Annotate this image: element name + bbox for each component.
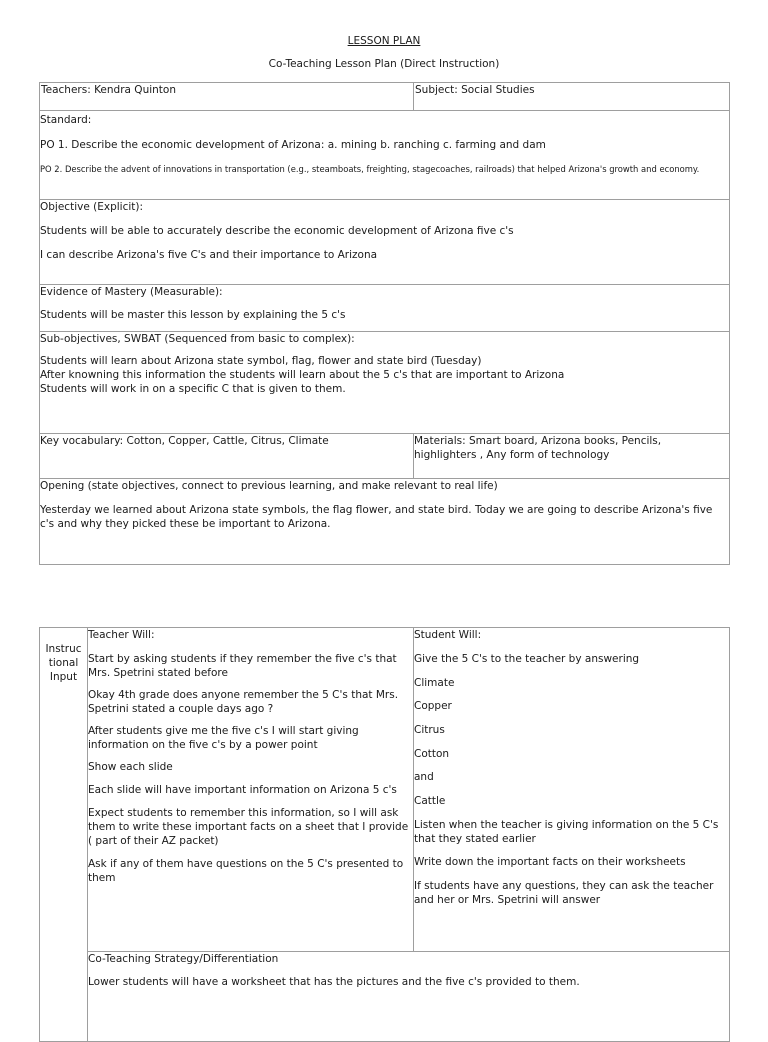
teacher-item: After students give me the five c's I will start giving information on the five c's by a power point <box>88 725 359 751</box>
subject-cell <box>414 83 730 111</box>
lesson-plan-table <box>39 82 730 565</box>
student-item: Climate <box>414 677 455 689</box>
teacher-item: Start by asking students if they remember the five c's that Mrs. Spetrini stated before <box>88 653 397 679</box>
student-item: and <box>414 771 434 783</box>
student-item: Cattle <box>414 795 446 807</box>
instruction-table <box>39 627 730 1042</box>
instructional-input-label: Instruc tional Input <box>45 643 82 683</box>
student-item: Cotton <box>414 748 450 760</box>
student-item: Copper <box>414 700 452 712</box>
vocabulary-cell <box>40 434 414 479</box>
standard-po1: PO 1. Describe the economic development of Arizona: a. mining b. ranching c. farming and dam <box>40 139 546 151</box>
opening-cell <box>40 479 730 565</box>
evidence-label: Evidence of Mastery (Measurable): <box>40 286 223 298</box>
objective-label: Objective (Explicit): <box>40 201 144 213</box>
teacher-item: Ask if any of them have questions on the 5 C's presented to them <box>88 858 404 884</box>
page-heading: LESSON PLAN <box>347 35 421 47</box>
teacher-will-label: Teacher Will: <box>88 629 155 641</box>
subobjective-3: Students will work in on a specific C that is given to them. <box>40 383 346 395</box>
coteaching-text: Lower students will have a worksheet that has the pictures and the five c's provided to them. <box>88 976 580 988</box>
student-item: Write down the important facts on their worksheets <box>414 856 686 868</box>
instructional-input-cell <box>40 628 88 1042</box>
student-item: Listen when the teacher is giving information on the 5 C's that they stated earlier <box>414 819 719 845</box>
student-item: If students have any questions, they can ask the teacher and her or Mrs. Spetrini will answer <box>414 880 714 906</box>
subobjective-1: Students will learn about Arizona state symbol, flag, flower and state bird (Tuesday) <box>40 355 482 367</box>
materials-text: Materials: Smart board, Arizona books, Pencils, highlighters , Any form of technology <box>414 435 662 461</box>
standard-cell <box>40 111 730 200</box>
student-will-label: Student Will: <box>414 629 482 641</box>
student-will-cell <box>414 628 730 952</box>
subobjectives-label: Sub-objectives, SWBAT (Sequenced from basic to complex): <box>40 333 355 345</box>
student-item: Give the 5 C's to the teacher by answering <box>414 653 640 665</box>
objective-line-1: Students will be able to accurately describe the economic development of Arizona five c's <box>40 225 514 237</box>
objective-line-2: I can describe Arizona's five C's and their importance to Arizona <box>40 249 378 261</box>
teacher-item: Each slide will have important information on Arizona 5 c's <box>88 784 397 796</box>
opening-text: Yesterday we learned about Arizona state symbols, the flag flower, and state bird. Today we are going to describe Arizona's five c's and why they picked these be important to Arizona. <box>40 504 713 530</box>
subject-text: Subject: Social Studies <box>415 84 535 96</box>
standard-po2: PO 2. Describe the advent of innovations in transportation (e.g., steamboats, freighting, stagecoaches, railroads) that helped Arizona's growth and economy. <box>40 164 700 174</box>
standard-label: Standard: <box>40 114 92 126</box>
teacher-item: Expect students to remember this information, so I will ask them to write these important facts on a sheet that I provide ( part of their AZ packet) <box>88 807 409 847</box>
coteaching-label: Co-Teaching Strategy/Differentiation <box>88 953 279 965</box>
subobjectives-cell <box>40 332 730 434</box>
student-item: Citrus <box>414 724 445 736</box>
objective-cell <box>40 200 730 285</box>
page-subheading: Co-Teaching Lesson Plan (Direct Instruction) <box>268 58 500 70</box>
materials-cell <box>414 434 730 479</box>
evidence-text: Students will be master this lesson by explaining the 5 c's <box>40 309 346 321</box>
evidence-cell <box>40 285 730 332</box>
opening-label: Opening (state objectives, connect to previous learning, and make relevant to real life) <box>40 480 498 492</box>
teachers-cell <box>40 83 414 111</box>
teachers-text: Teachers: Kendra Quinton <box>41 84 176 96</box>
coteaching-cell <box>88 952 730 1042</box>
subobjective-2: After knowning this information the students will learn about the 5 c's that are important to Arizona <box>40 369 565 381</box>
teacher-item: Okay 4th grade does anyone remember the 5 C's that Mrs. Spetrini stated a couple days ago ? <box>88 689 399 715</box>
vocabulary-text: Key vocabulary: Cotton, Copper, Cattle, Citrus, Climate <box>40 435 329 447</box>
teacher-item: Show each slide <box>88 761 173 773</box>
teacher-will-cell <box>88 628 414 952</box>
